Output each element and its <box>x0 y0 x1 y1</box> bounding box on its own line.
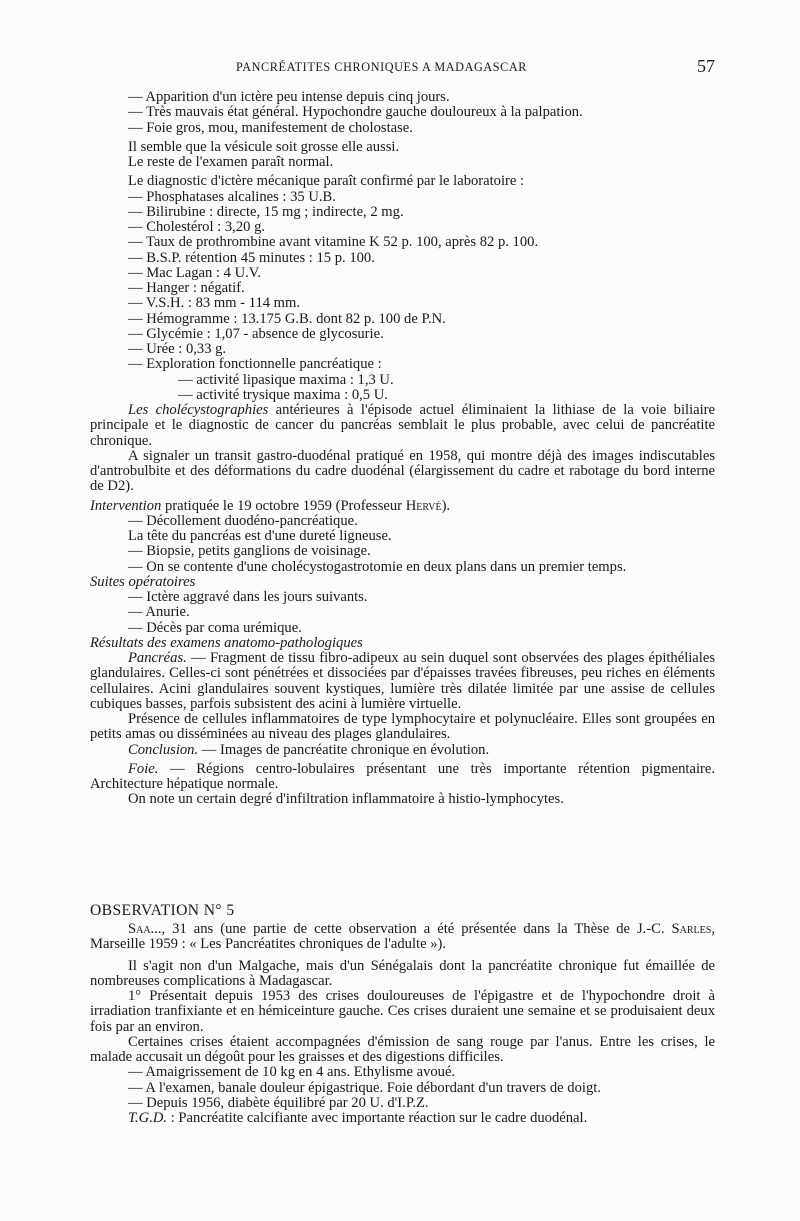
text-line: — Amaigrissement de 10 kg en 4 ans. Ethylisme avoué. <box>128 1064 456 1081</box>
case-body <box>90 90 715 808</box>
section-label: Foie. <box>128 760 159 777</box>
observation-body <box>90 922 715 1127</box>
observation-title: OBSERVATION N° 5 <box>90 902 235 919</box>
lab-line: — Hémogramme : 13.175 G.B. dont 82 p. 100 de P.N. <box>128 310 446 327</box>
page-header <box>0 56 800 80</box>
section-label: T.G.D. <box>128 1110 168 1127</box>
paragraph-text: , Marseille 1959 : « Les Pancréatites chroniques de l'adulte »). <box>90 921 715 953</box>
paragraph-presence: Présence de cellules inflammatoires de type lymphocytaire et polynucléaire. Elles sont groupées en petits amas ou disséminées au niveau des plages glandulaires. <box>90 711 715 743</box>
lab-line: — V.S.H. : 83 mm - 114 mm. <box>128 295 301 312</box>
lab-line: — B.S.P. rétention 45 minutes : 15 p. 100. <box>128 249 375 266</box>
paragraph-text: : Pancréatite calcifiante avec importante réaction sur le cadre duodénal. <box>167 1110 588 1127</box>
lab-subline: — activité trysique maxima : 0,5 U. <box>178 386 388 403</box>
text-line: — On se contente d'une cholécystogastrotomie en deux plans dans un premier temps. <box>128 558 627 575</box>
text-line: — A l'examen, banale douleur épigastrique. Foie débordant d'un travers de doigt. <box>128 1079 601 1096</box>
text-line: — Décollement duodéno-pancréatique. <box>128 512 358 529</box>
paragraph-conclusion <box>90 743 715 758</box>
lab-line: — Urée : 0,33 g. <box>128 341 227 357</box>
lab-intro: Le diagnostic d'ictère mécanique paraît confirmé par le laboratoire : <box>128 173 525 190</box>
page-number: 57 <box>697 56 715 76</box>
section-label: Intervention <box>90 497 162 514</box>
lab-line: — Glycémie : 1,07 - absence de glycosurie. <box>128 325 384 342</box>
paragraph-text: — Fragment de tissu fibro-adipeux au sein duquel sont observées des plages épithéliales glandulaires. Celles-ci sont pénétrées et dissociées par d'épaisses travées fibreuses, peu riches en éléments cellulaires. Acini glandulaires souvent kystiques, lumière très dilatée limitée par une assise de cellules cubiques basses, parfois subsistent des acini à lumière virtuelle. <box>90 650 715 712</box>
author-name: Sarles <box>671 921 712 937</box>
paragraph-text: antérieures à l'épisode actuel éliminaient la lithiase de la voie biliaire principale et le diagnostic de cancer du pancréas semblait le plus probable, avec celui de pancréatite chronique. <box>90 402 715 449</box>
resultats-heading: Résultats des examens anatomo-pathologiques <box>90 634 363 651</box>
lab-line: — Exploration fonctionnelle pancréatique : <box>128 356 382 373</box>
lab-subline: — activité lipasique maxima : 1,3 U. <box>178 371 394 388</box>
text-line: — Très mauvais état général. Hypochondre gauche douloureux à la palpation. <box>128 104 583 121</box>
lab-line: — Hanger : négatif. <box>128 280 245 296</box>
intervention-heading <box>90 499 715 514</box>
text-line: Le reste de l'examen paraît normal. <box>128 154 334 170</box>
paragraph-infiltration: On note un certain degré d'infiltration inflammatoire à histio-lymphocytes. <box>128 791 564 808</box>
lab-line: — Cholestérol : 3,20 g. <box>128 219 266 235</box>
paragraph-foie <box>90 762 715 793</box>
paragraph-text: — Images de pancréatite chronique en évolution. <box>198 741 490 758</box>
heading-end: ). <box>441 497 451 514</box>
surgeon-name: Hervé <box>405 497 442 514</box>
text-line: — Apparition d'un ictère peu intense depuis cinq jours. <box>128 89 450 105</box>
paragraph-malgache: Il s'agit non d'un Malgache, mais d'un Sénégalais dont la pancréatite chronique fut émaillée de nombreuses complications à Madagascar. <box>90 957 715 989</box>
text-line: — Anurie. <box>128 604 190 621</box>
paragraph-saa <box>90 922 715 953</box>
italic-term: Les cholécystographies <box>128 402 269 418</box>
running-title: PANCRÉATITES CHRONIQUES A MADAGASCAR <box>236 60 528 74</box>
paragraph-pancreas <box>90 651 715 712</box>
text-line: Il semble que la vésicule soit grosse elle aussi. <box>128 138 400 155</box>
paragraph-text: — Régions centro-lobulaires présentant une très importante rétention pigmentaire. Architecture hépatique normale. <box>90 760 715 792</box>
section-label: Conclusion. <box>128 741 199 758</box>
paragraph-1953: 1° Présentait depuis 1953 des crises douloureuses de l'épigastre et de l'hypochondre droit à irradiation tranfixiante et en hémiceinture gauche. Ces crises duraient une semaine et se produisaient deux fois par an environ. <box>90 988 715 1035</box>
paragraph-text: , 31 ans (une partie de cette observation a été présentée dans la Thèse de J.-C. <box>161 921 672 937</box>
section-label: Pancréas. <box>128 650 187 666</box>
suites-heading: Suites opératoires <box>90 573 196 590</box>
patient-name: Saa... <box>128 921 162 937</box>
paragraph-tgd <box>90 1111 715 1126</box>
lab-line: — Taux de prothrombine avant vitamine K 52 p. 100, après 82 p. 100. <box>128 234 539 251</box>
text-line: — Décès par coma urémique. <box>128 619 302 636</box>
paragraph-transit: A signaler un transit gastro-duodénal pratiqué en 1958, qui montre déjà des images indiscutables d'antrobulbite et des déformations du cadre duodénal (élargissement du cadre et rabotage du bord interne de D2). <box>90 447 715 495</box>
heading-text: pratiquée le 19 octobre 1959 (Professeur <box>161 497 406 514</box>
lab-line: — Phosphatases alcalines : 35 U.B. <box>128 188 336 205</box>
paragraph-crises: Certaines crises étaient accompagnées d'émission de sang rouge par l'anus. Entre les crises, le malade accusait un dégoût pour les graisses et des digestions difficiles. <box>90 1033 715 1065</box>
text-line: — Foie gros, mou, manifestement de cholostase. <box>128 119 413 136</box>
lab-line: — Bilirubine : directe, 15 mg ; indirecte, 2 mg. <box>128 203 404 220</box>
text-line: — Ictère aggravé dans les jours suivants. <box>128 589 368 605</box>
paragraph-cholecystographies <box>90 403 715 449</box>
text-line: — Depuis 1956, diabète équilibré par 20 U. d'I.P.Z. <box>128 1094 429 1111</box>
lab-line: — Mac Lagan : 4 U.V. <box>128 264 262 281</box>
text-line: — Biopsie, petits ganglions de voisinage. <box>128 543 371 560</box>
text-line: La tête du pancréas est d'une dureté ligneuse. <box>128 528 392 544</box>
